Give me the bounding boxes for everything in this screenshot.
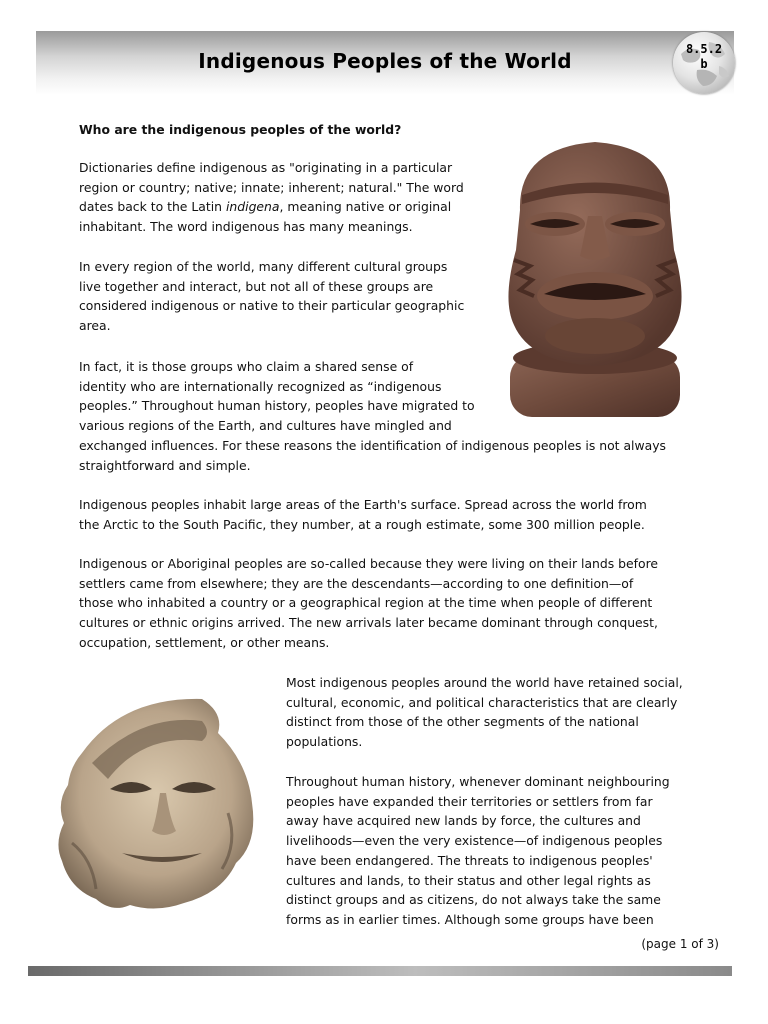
page-indicator: (page 1 of 3) xyxy=(641,937,719,951)
paragraph-2 xyxy=(79,257,479,336)
text-line: cultural, economic, and political characteristics that are clearly xyxy=(286,694,678,710)
text-line: away have acquired new lands by force, the cultures and xyxy=(286,813,641,829)
text-line: live together and interact, but not all of these groups are xyxy=(79,278,434,294)
text-line: In every region of the world, many different cultural groups xyxy=(79,259,448,274)
text-line: Indigenous peoples inhabit large areas of the Earth's surface. Spread across the world from xyxy=(79,497,647,512)
text-line: Indigenous or Aboriginal peoples are so-called because they were living on their lands before xyxy=(79,556,659,571)
text-line: those who inhabited a country or a geographical region at the time when people of different xyxy=(79,595,653,611)
text-line: settlers came from elsewhere; they are the descendants—according to one definition—of xyxy=(79,575,634,591)
lesson-code xyxy=(673,42,735,72)
text-line: forms as in earlier times. Although some groups have been xyxy=(286,911,654,927)
paragraph-5 xyxy=(79,554,679,653)
paragraph-1 xyxy=(79,158,479,237)
text-line: populations. xyxy=(286,734,363,750)
text-line: the Arctic to the South Pacific, they number, at a rough estimate, some 300 million people. xyxy=(79,516,645,532)
section-question: Who are the indigenous peoples of the world? xyxy=(79,122,402,137)
text-line: various regions of the Earth, and cultures have mingled and xyxy=(79,418,452,434)
footer-bar xyxy=(28,966,732,976)
text-line: peoples have expanded their territories or settlers from far xyxy=(286,793,653,809)
header-banner xyxy=(36,31,734,95)
text-line: straightforward and simple. xyxy=(79,457,251,473)
text-line: Dictionaries define indigenous as "originating in a particular xyxy=(79,160,453,175)
wooden-mask-image xyxy=(500,140,690,420)
paragraph-7 xyxy=(286,772,696,930)
paragraph-6 xyxy=(286,673,696,752)
paragraph-4 xyxy=(79,495,679,534)
lesson-code-line1: 8.5.2 xyxy=(685,42,723,56)
text-line: distinct from those of the other segments of the national xyxy=(286,714,639,730)
text-line: considered indigenous or native to their particular geographic xyxy=(79,298,465,314)
text-line: exchanged influences. For these reasons the identification of indigenous peoples is not always xyxy=(79,437,666,453)
text-line: area. xyxy=(79,318,111,334)
text-line: distinct groups and as citizens, do not always take the same xyxy=(286,892,661,908)
text-line: In fact, it is those groups who claim a shared sense of xyxy=(79,359,414,374)
lesson-code-badge xyxy=(673,32,735,94)
text-line: cultures or ethnic origins arrived. The new arrivals later became dominant through conquest, xyxy=(79,615,658,631)
text-line: cultures and lands, to their status and other legal rights as xyxy=(286,872,651,888)
text-line: have been endangered. The threats to indigenous peoples' xyxy=(286,852,653,868)
text-line: Throughout human history, whenever dominant neighbouring xyxy=(286,774,670,789)
page-title: Indigenous Peoples of the World xyxy=(198,49,572,73)
text-line: peoples.” Throughout human history, peoples have migrated to xyxy=(79,398,475,414)
stone-mask-image xyxy=(52,693,260,915)
text-line: Most indigenous peoples around the world have retained social, xyxy=(286,675,683,690)
text-line: dates back to the Latin indigena, meaning native or original xyxy=(79,199,452,215)
lesson-code-line2: b xyxy=(700,57,708,71)
text-line: identity who are internationally recognized as “indigenous xyxy=(79,378,442,394)
text-line: inhabitant. The word indigenous has many meanings. xyxy=(79,219,413,235)
text-line: region or country; native; innate; inherent; natural." The word xyxy=(79,179,464,195)
latin-term: indigena xyxy=(225,199,280,215)
text-line: livelihoods—even the very existence—of indigenous peoples xyxy=(286,833,663,849)
text-line: occupation, settlement, or other means. xyxy=(79,634,330,650)
